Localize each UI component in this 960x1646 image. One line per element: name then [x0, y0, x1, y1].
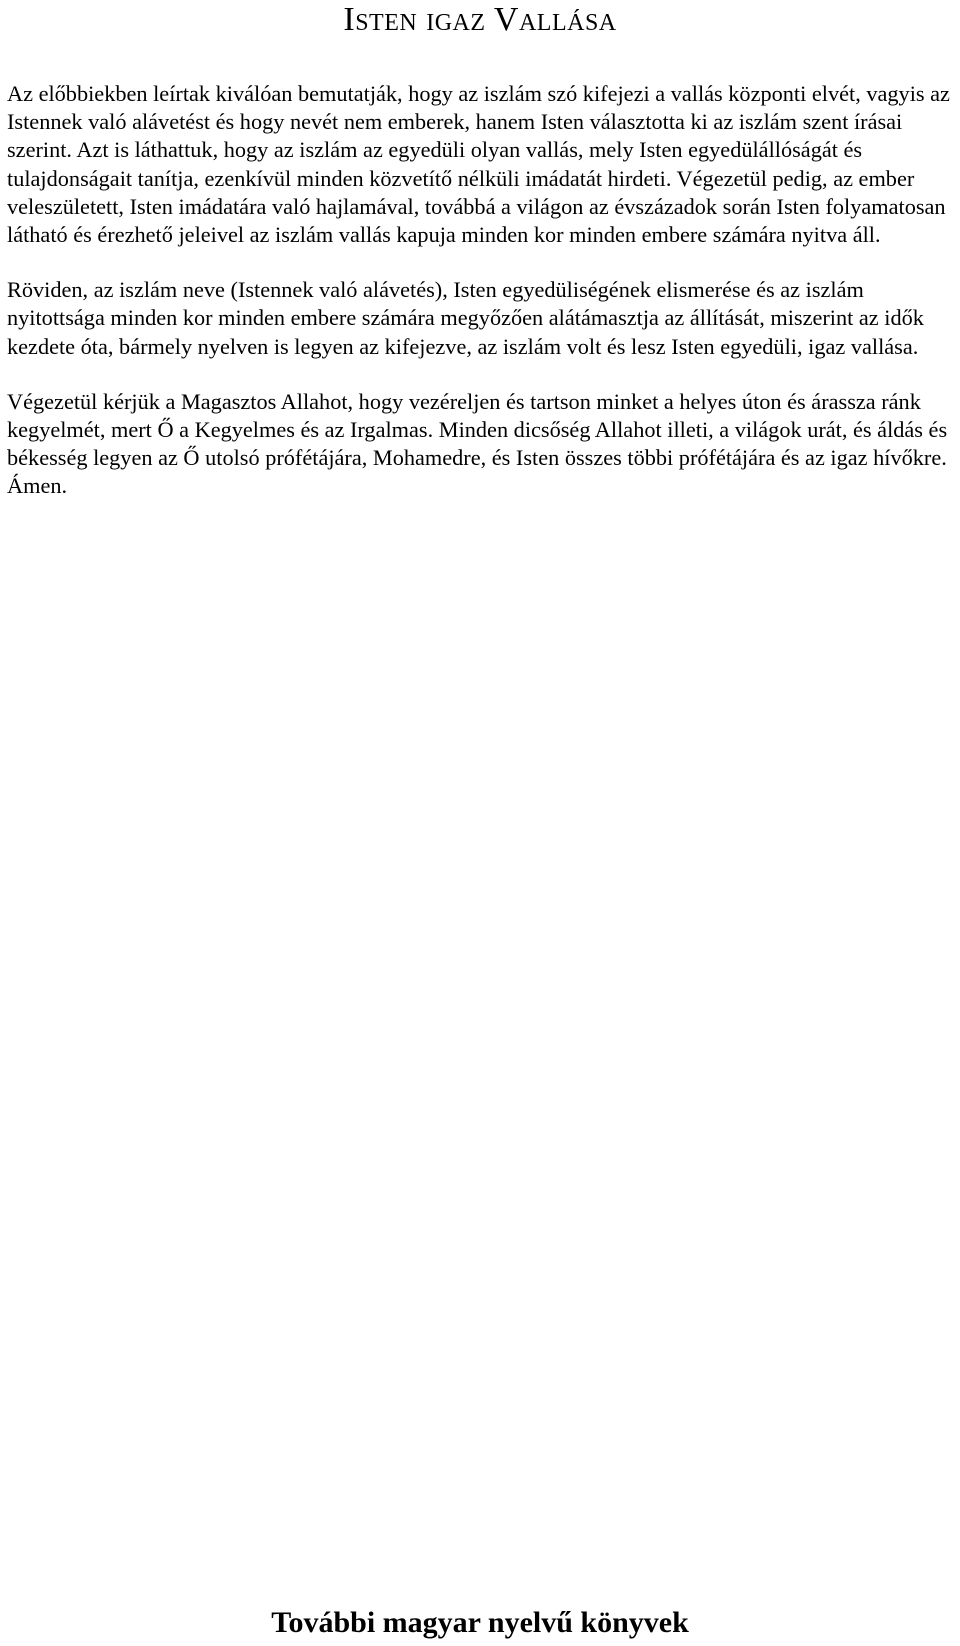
page-title: Isten igaz Vallása [343, 1, 617, 38]
more-books-heading: További magyar nyelvű könyvek [271, 1606, 689, 1639]
paragraph-1: Az előbbiekben leírtak kiválóan bemutatják, hogy az iszlám szó kifejezi a vallás központi elvét, vagyis az Istennek való alávetést és hogy nevét nem emberek, hanem Isten választotta ki az iszlám szent írásai szerint. Azt is láthattuk, hogy az iszlám az egyedüli olyan vallás, mely Isten egyedülállóságát és tulajdonságait tanítja, ezenkívül minden közvetítő nélküli imádatát hirdeti. Végezetül pedig, az ember veleszületett, Isten imádatára való hajlamával, továbbá a világon az évszázadok során Isten folyamatosan látható és érezhető jeleivel az iszlám vallás kapuja minden kor minden embere számára nyitva áll. [7, 81, 950, 248]
paragraph-3: Végezetül kérjük a Magasztos Allahot, hogy vezéreljen és tartson minket a helyes úton és árassza ránk kegyelmét, mert Ő a Kegyelmes és az Irgalmas. Minden dicsőség Allahot illeti, a világok urát, és áldás és békesség legyen az Ő utolsó prófétájára, Mohamedre, és Isten összes többi prófétájára és az igaz hívőkre. Ámen. [7, 388, 948, 499]
paragraph-2: Röviden, az iszlám neve (Istennek való alávetés), Isten egyedüliségének elismerése és az iszlám nyitottsága minden kor minden embere számára megyőzően alátámasztja az állítását, miszerint az idők kezdete óta, bármely nyelven is legyen az kifejezve, az iszlám volt és lesz Isten egyedüli, igaz vallása. [7, 277, 924, 359]
document-body [7, 80, 955, 528]
